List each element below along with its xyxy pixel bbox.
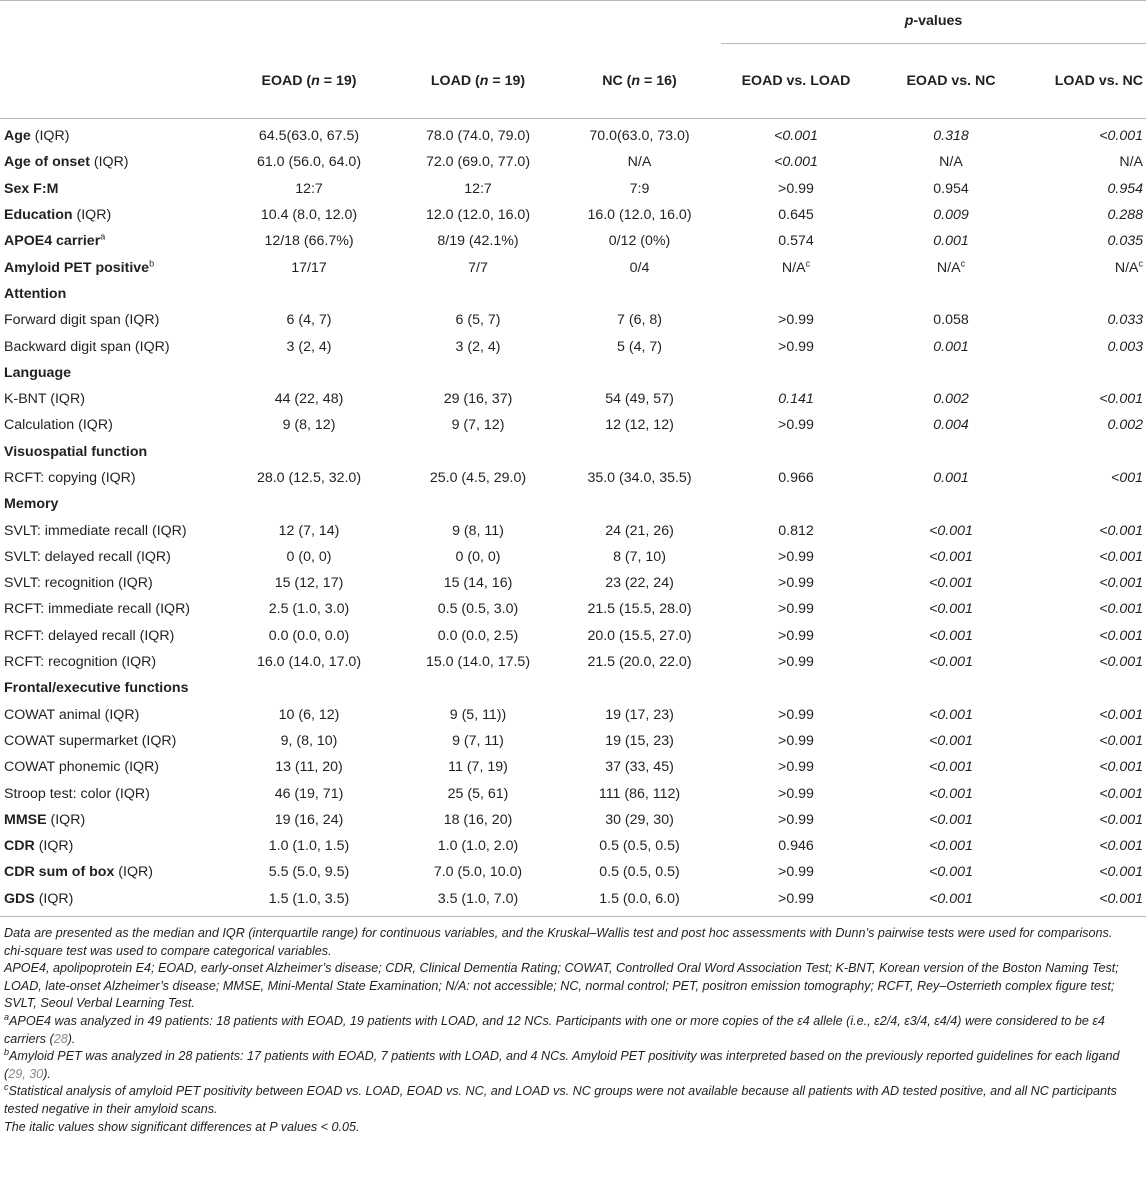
cell-eoad: 12/18 (66.7%): [264, 233, 354, 250]
cell-nc: 5 (4, 7): [617, 338, 662, 355]
cell-pvalue-p3: 0.003: [1107, 338, 1143, 355]
cell-pvalue-p2: <0.001: [929, 627, 973, 644]
cell-pvalue-p3: N/A: [1119, 154, 1143, 171]
footnote-a: $^a$APOE4 was analyzed in 49 patients: 18 patients with EOAD, 19 patients with LOAD, and 12 NCs. Participants with one or more copies of the ε4 allele (i.e., ε2/4, ε3/4, ε4/4) were considered to be ε4 carriers (28).: [4, 1011, 1105, 1046]
cell-nc: 23 (22, 24): [605, 575, 674, 592]
cell-pvalue-p2: <0.001: [929, 759, 973, 776]
cell-load: 0 (0, 0): [455, 548, 501, 565]
cell-eoad: 0.0 (0.0, 0.0): [268, 627, 350, 644]
col-variable-header: [0, 44, 220, 119]
table-row: [0, 754, 1146, 780]
cell-eoad: 12:7: [295, 180, 323, 197]
cell-pvalue-p2: 0.004: [933, 417, 969, 434]
cell-eoad: 19 (16, 24): [274, 811, 344, 828]
cell-pvalue-p1: $N/A^c$: [781, 257, 811, 276]
cell-eoad: 10 (6, 12): [278, 706, 340, 723]
cell-pvalue-p2: 0.001: [933, 233, 969, 250]
table-row: [0, 859, 1146, 885]
cell-pvalue-p3: <0.001: [1099, 785, 1143, 802]
section-label: Memory: [4, 496, 59, 513]
cell-pvalue-p2: <0.001: [929, 575, 973, 592]
cell-pvalue-p2: <0.001: [929, 706, 973, 723]
cell-load: 9 (5, 11)): [449, 706, 507, 723]
cell-nc: 30 (29, 30): [605, 811, 674, 828]
cell-pvalue-p3: <0.001: [1099, 548, 1143, 565]
cell-load: 11 (7, 19): [448, 759, 508, 776]
cell-nc: 37 (33, 45): [605, 759, 674, 776]
cell-pvalue-p1: 0.645: [778, 207, 814, 224]
row-label: COWAT phonemic (IQR): [4, 759, 160, 776]
row-label: MMSE (IQR): [4, 811, 86, 828]
cell-nc: 0.5 (0.5, 0.5): [599, 864, 680, 881]
cell-load: 25.0 (4.5, 29.0): [429, 470, 527, 486]
table-row: [0, 702, 1146, 728]
cell-eoad: 1.5 (1.0, 3.5): [268, 890, 350, 907]
cell-eoad: 17/17: [291, 259, 327, 276]
cell-load: 12:7: [464, 180, 492, 197]
col-nc-header: NC (n = 16): [558, 44, 721, 119]
cell-pvalue-p3: 0.288: [1107, 207, 1143, 224]
pvalues-label: -values: [913, 13, 963, 29]
cell-eoad: 44 (22, 48): [274, 391, 344, 408]
cell-nc: 7 (6, 8): [617, 312, 662, 329]
row-label: RCFT: recognition (IQR): [4, 654, 157, 671]
cell-pvalue-p3: 0.954: [1107, 180, 1143, 197]
cell-pvalue-p1: >0.99: [778, 180, 814, 197]
cell-pvalue-p1: <0.001: [774, 128, 818, 145]
cell-nc: 24 (21, 26): [605, 522, 674, 539]
cell-nc: 16.0 (12.0, 16.0): [587, 207, 692, 224]
row-label: Age of onset (IQR): [4, 154, 129, 171]
citation-link[interactable]: 28: [53, 1031, 68, 1046]
section-row: [0, 439, 1146, 465]
cell-eoad: 9 (8, 12): [282, 417, 336, 434]
cell-load: 3 (2, 4): [455, 338, 501, 355]
cell-nc: 21.5 (20.0, 22.0): [587, 654, 692, 671]
cell-load: 1.0 (1.0, 2.0): [437, 838, 519, 855]
cell-load: 9 (7, 12): [451, 417, 505, 434]
cell-nc: 54 (49, 57): [605, 391, 674, 408]
cell-pvalue-p1: 0.946: [778, 838, 814, 855]
cell-pvalue-p3: <0.001: [1099, 128, 1143, 145]
row-label: Forward digit span (IQR): [4, 312, 160, 329]
cell-pvalue-p3: <001: [1111, 470, 1143, 486]
cell-load: 7.0 (5.0, 10.0): [433, 864, 523, 881]
table-row: [0, 623, 1146, 649]
cell-nc: 0/12 (0%): [608, 233, 671, 250]
table-row: [0, 412, 1146, 438]
row-label: CDR (IQR): [4, 838, 74, 855]
footnote-data-presentation: Data are presented as the median and IQR (interquartile range) for continuous variables, and the Kruskal–Wallis test and post hoc assessments with Dunn’s pairwise tests were used for comparisons.: [4, 926, 1113, 940]
cell-load: 15.0 (14.0, 17.5): [425, 654, 531, 671]
table-row: [0, 780, 1146, 806]
cell-load: 18 (16, 20): [443, 811, 513, 828]
cell-load: 8/19 (42.1%): [437, 233, 519, 250]
cell-pvalue-p1: 0.966: [778, 470, 814, 486]
cell-nc: 21.5 (15.5, 28.0): [587, 601, 692, 618]
cell-pvalue-p2: 0.009: [933, 207, 969, 224]
cell-load: 15 (14, 16): [443, 575, 513, 592]
cell-nc: 19 (17, 23): [605, 706, 674, 723]
cell-load: 3.5 (1.0, 7.0): [437, 890, 519, 907]
cell-pvalue-p2: N/A: [939, 154, 963, 171]
row-label: SVLT: recognition (IQR): [4, 575, 153, 592]
cell-pvalue-p1: >0.99: [778, 759, 814, 776]
cell-nc: 8 (7, 10): [613, 548, 666, 565]
cell-pvalue-p1: >0.99: [778, 338, 814, 355]
cell-pvalue-p3: <0.001: [1099, 627, 1143, 644]
cell-nc: 0/4: [629, 259, 650, 276]
row-label: Backward digit span (IQR): [4, 338, 170, 355]
cell-pvalue-p1: >0.99: [778, 864, 814, 881]
cell-nc: 0.5 (0.5, 0.5): [599, 838, 680, 855]
section-row: [0, 675, 1146, 701]
cell-pvalue-p1: >0.99: [778, 890, 814, 907]
cell-pvalue-p3: <0.001: [1099, 601, 1143, 618]
table-row: [0, 544, 1146, 570]
cell-pvalue-p3: <0.001: [1099, 391, 1143, 408]
cell-load: 9 (7, 11): [452, 732, 504, 749]
section-label: Language: [4, 364, 72, 381]
footnote-italic-note: The italic values show significant differences at P values < 0.05.: [4, 1119, 360, 1134]
cell-pvalue-p1: >0.99: [778, 785, 814, 802]
col-load-header: LOAD (n = 19): [398, 44, 558, 119]
cell-eoad: 12 (7, 14): [278, 522, 340, 539]
row-label: Amyloid PET positive$^b$: [4, 257, 155, 276]
row-label: K-BNT (IQR): [4, 391, 85, 408]
table-row: [0, 596, 1146, 622]
table-row: [0, 517, 1146, 543]
cell-pvalue-p1: 0.574: [778, 233, 814, 250]
footnote-chi-square: chi-square test was used to compare categorical variables.: [4, 943, 332, 958]
cell-pvalue-p3: <0.001: [1099, 864, 1143, 881]
cell-load: 0.5 (0.5, 3.0): [437, 601, 519, 618]
table-row: [0, 886, 1146, 912]
row-label: GDS (IQR): [4, 890, 74, 907]
cell-pvalue-p2: <0.001: [929, 654, 973, 671]
row-label: COWAT animal (IQR): [4, 706, 140, 723]
cell-nc: 7:9: [629, 180, 650, 197]
cell-pvalue-p1: 0.812: [778, 522, 814, 539]
cell-load: 6 (5, 7): [455, 312, 501, 329]
table-footnotes: [4, 925, 1142, 1136]
row-label: RCFT: copying (IQR): [4, 470, 136, 486]
table-row: [0, 123, 1146, 149]
cell-load: 78.0 (74.0, 79.0): [425, 128, 531, 145]
section-row: [0, 491, 1146, 517]
cell-pvalue-p1: >0.99: [778, 627, 814, 644]
cell-pvalue-p1: >0.99: [778, 312, 814, 329]
cell-load: 25 (5, 61): [447, 785, 509, 802]
cell-nc: 1.5 (0.0, 6.0): [599, 890, 680, 907]
cell-pvalue-p1: >0.99: [778, 732, 814, 749]
cell-pvalue-p2: 0.002: [933, 391, 969, 408]
cell-pvalue-p3: <0.001: [1099, 654, 1143, 671]
cell-pvalue-p2: <0.001: [929, 838, 973, 855]
table-row: [0, 228, 1146, 254]
table-row: [0, 254, 1146, 280]
cell-pvalue-p2: 0.318: [933, 128, 969, 145]
cell-nc: N/A: [627, 154, 652, 171]
cell-eoad: 13 (11, 20): [275, 759, 343, 776]
cell-pvalue-p3: <0.001: [1099, 732, 1143, 749]
row-label: APOE4 carrier$^a$: [4, 231, 106, 250]
cell-pvalue-p3: 0.035: [1107, 233, 1143, 250]
cell-load: 0.0 (0.0, 2.5): [437, 627, 519, 644]
cell-load: 29 (16, 37): [443, 391, 513, 408]
table-row: [0, 176, 1146, 202]
cell-eoad: 5.5 (5.0, 9.5): [268, 864, 350, 881]
cell-nc: 70.0(63.0, 73.0): [589, 128, 690, 145]
section-label: Attention: [4, 285, 67, 302]
table-row: [0, 149, 1146, 175]
cell-pvalue-p1: <0.001: [774, 154, 818, 171]
table-body: [0, 123, 1146, 912]
col-p1-header: EOAD vs. LOAD: [721, 44, 871, 119]
table-row: [0, 386, 1146, 412]
cell-pvalue-p3: <0.001: [1099, 575, 1143, 592]
cell-pvalue-p3: 0.002: [1107, 417, 1143, 434]
pvalues-group-header: p-values: [721, 1, 1146, 44]
cell-load: 12.0 (12.0, 16.0): [425, 207, 531, 224]
cell-nc: 20.0 (15.5, 27.0): [587, 627, 692, 644]
cell-eoad: 3 (2, 4): [286, 338, 332, 355]
col-p3-header: LOAD vs. NC: [1031, 44, 1146, 119]
table-row: [0, 807, 1146, 833]
section-row: [0, 281, 1146, 307]
row-label: Age (IQR): [4, 128, 70, 145]
cell-pvalue-p2: <0.001: [929, 732, 973, 749]
cell-pvalue-p2: <0.001: [929, 890, 973, 907]
cell-load: 72.0 (69.0, 77.0): [425, 154, 531, 171]
cell-pvalue-p2: 0.954: [933, 180, 969, 197]
table-row: [0, 649, 1146, 675]
cell-pvalue-p1: >0.99: [778, 417, 814, 434]
cell-pvalue-p1: >0.99: [778, 601, 814, 618]
cell-eoad: 15 (12, 17): [274, 575, 344, 592]
row-label: Education (IQR): [4, 207, 112, 224]
table-row: [0, 333, 1146, 359]
col-eoad-header: EOAD (n = 19): [220, 44, 398, 119]
row-label: RCFT: delayed recall (IQR): [4, 627, 175, 644]
cell-eoad: 28.0 (12.5, 32.0): [256, 470, 362, 486]
row-label: Sex F:M: [4, 180, 59, 197]
row-label: SVLT: delayed recall (IQR): [4, 548, 171, 565]
cell-eoad: 46 (19, 71): [274, 785, 344, 802]
section-label: Visuospatial function: [4, 443, 148, 460]
table-row: [0, 570, 1146, 596]
cell-pvalue-p3: <0.001: [1099, 890, 1143, 907]
cell-load: 9 (8, 11): [452, 522, 504, 539]
row-label: SVLT: immediate recall (IQR): [4, 522, 187, 539]
cell-nc: 19 (15, 23): [605, 732, 674, 749]
cell-pvalue-p2: <0.001: [929, 522, 973, 539]
section-row: [0, 360, 1146, 386]
cell-pvalue-p2: $N/A^c$: [936, 257, 966, 276]
cell-eoad: 10.4 (8.0, 12.0): [260, 207, 358, 224]
cell-eoad: 64.5(63.0, 67.5): [258, 128, 360, 145]
cell-pvalue-p1: 0.141: [778, 391, 814, 408]
row-label: Calculation (IQR): [4, 417, 113, 434]
row-label: Stroop test: color (IQR): [4, 785, 150, 802]
col-p2-header: EOAD vs. NC: [871, 44, 1031, 119]
cell-pvalue-p2: <0.001: [929, 601, 973, 618]
table-row: [0, 833, 1146, 859]
cell-eoad: 2.5 (1.0, 3.0): [268, 601, 350, 618]
cell-pvalue-p1: >0.99: [778, 548, 814, 565]
cell-pvalue-p2: 0.001: [933, 470, 969, 486]
cell-pvalue-p2: 0.001: [933, 338, 969, 355]
cell-nc: 12 (12, 12): [605, 417, 674, 434]
cell-pvalue-p3: <0.001: [1099, 706, 1143, 723]
cell-pvalue-p2: <0.001: [929, 548, 973, 565]
cell-pvalue-p1: >0.99: [778, 575, 814, 592]
cell-pvalue-p2: <0.001: [929, 811, 973, 828]
cell-nc: 111 (86, 112): [598, 785, 681, 802]
cell-eoad: 6 (4, 7): [286, 312, 332, 329]
table-row: [0, 202, 1146, 228]
cell-pvalue-p3: <0.001: [1099, 522, 1143, 539]
cell-eoad: 61.0 (56.0, 64.0): [256, 154, 362, 171]
cell-nc: 35.0 (34.0, 35.5): [587, 470, 692, 486]
cell-pvalue-p2: <0.001: [929, 864, 973, 881]
cell-pvalue-p3: <0.001: [1099, 838, 1143, 855]
table-row: [0, 307, 1146, 333]
row-label: RCFT: immediate recall (IQR): [4, 601, 191, 618]
cell-pvalue-p3: <0.001: [1099, 759, 1143, 776]
cell-pvalue-p1: >0.99: [778, 654, 814, 671]
cell-pvalue-p3: 0.033: [1107, 312, 1143, 329]
column-header-row: [0, 44, 1146, 119]
cell-pvalue-p1: >0.99: [778, 706, 814, 723]
cell-eoad: 16.0 (14.0, 17.0): [256, 654, 362, 671]
section-label: Frontal/executive functions: [4, 680, 189, 697]
citation-link[interactable]: 29, 30: [8, 1066, 44, 1081]
cell-pvalue-p3: <0.001: [1099, 811, 1143, 828]
row-label: COWAT supermarket (IQR): [4, 732, 177, 749]
cell-eoad: 1.0 (1.0, 1.5): [268, 838, 350, 855]
table-row: [0, 465, 1146, 491]
cell-eoad: 0 (0, 0): [286, 548, 332, 565]
cell-pvalue-p2: 0.058: [933, 312, 969, 329]
footnote-c: $^c$Statistical analysis of amyloid PET positivity between EOAD vs. LOAD, EOAD vs. NC, and LOAD vs. NC groups were not available because all patients with AD tested positive, and all NC participants tested negative in their amyloid scans.: [4, 1082, 1117, 1116]
table-row: [0, 728, 1146, 754]
footnote-b: $^b$Amyloid PET was analyzed in 28 patients: 17 patients with EOAD, 7 patients with LOAD, and 4 NCs. Amyloid PET positivity was interpreted based on the previously reported guidelines for each ligand (29, 30).: [4, 1046, 1120, 1081]
cell-pvalue-p3: $N/A^c$: [1114, 257, 1143, 276]
footnote-abbreviations: APOE4, apolipoprotein E4; EOAD, early-onset Alzheimer’s disease; CDR, Clinical Dementia Rating; COWAT, Controlled Oral Word Association Test; K-BNT, Korean version of the Boston Naming Test; LOAD, late-onset Alzheimer’s disease; MMSE, Mini-Mental State Examination; N/A: not accessible; NC, normal control; PET, positron emission tomography; RCFT, Rey–Osterrieth complex figure test; SVLT, Seoul Verbal Learning Test.: [4, 961, 1119, 1011]
cell-pvalue-p2: <0.001: [929, 785, 973, 802]
row-label: CDR sum of box (IQR): [4, 864, 153, 881]
cell-eoad: 9, (8, 10): [280, 732, 338, 749]
cell-pvalue-p1: >0.99: [778, 811, 814, 828]
cell-load: 7/7: [468, 259, 488, 276]
